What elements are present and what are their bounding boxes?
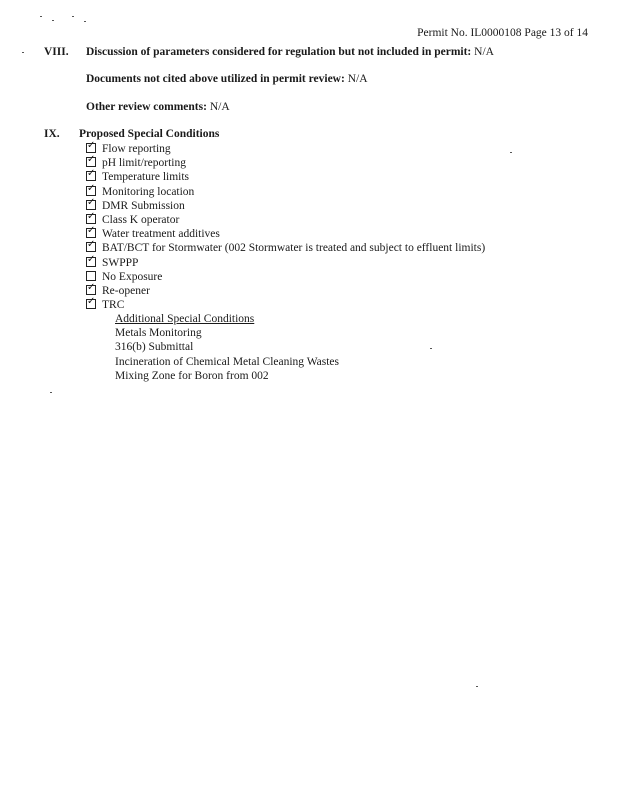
- condition-item: [86, 142, 485, 156]
- condition-item: [86, 256, 485, 270]
- other-comments-label: Other review comments:: [86, 101, 207, 113]
- condition-label: Class K operator: [102, 213, 180, 226]
- documents-value: N/A: [347, 73, 368, 85]
- condition-item: [86, 284, 485, 298]
- checked-box-icon[interactable]: [86, 143, 96, 153]
- checked-box-icon[interactable]: [86, 214, 96, 224]
- documents-label: Documents not cited above utilized in permit review:: [86, 73, 345, 85]
- condition-label: Flow reporting: [102, 143, 171, 155]
- scan-speck: [40, 16, 42, 17]
- condition-item: [86, 213, 485, 227]
- section-ix-title: Proposed Special Conditions: [79, 128, 220, 140]
- condition-label: SWPPP: [102, 256, 139, 269]
- condition-label: DMR Submission: [102, 199, 185, 212]
- section-ix-number: IX.: [44, 128, 60, 140]
- conditions-list: [86, 142, 485, 312]
- condition-label: Monitoring location: [102, 185, 195, 198]
- additional-heading: Additional Special Conditions: [115, 313, 255, 325]
- additional-conditions: [115, 312, 339, 383]
- condition-label: No Exposure: [102, 270, 163, 283]
- scan-speck: [50, 392, 52, 393]
- scan-speck: [72, 16, 74, 17]
- checked-box-icon[interactable]: [86, 200, 96, 210]
- condition-item: [86, 227, 485, 241]
- scan-speck: [52, 20, 54, 21]
- condition-label: Re-opener: [102, 284, 150, 297]
- condition-label: Temperature limits: [102, 171, 190, 184]
- condition-label: TRC: [102, 299, 125, 312]
- condition-label: pH limit/reporting: [102, 157, 187, 170]
- condition-item: [86, 199, 485, 213]
- checked-box-icon[interactable]: [86, 299, 96, 309]
- condition-item: [86, 185, 485, 199]
- condition-item: [86, 156, 485, 170]
- section-viii-title-value: N/A: [474, 46, 494, 58]
- condition-item: [86, 298, 485, 312]
- condition-item: [86, 241, 485, 255]
- additional-item: Metals Monitoring: [115, 327, 202, 340]
- section-viii-title: Discussion of parameters considered for regulation but not included in permit:: [86, 46, 472, 58]
- condition-item: [86, 270, 485, 284]
- additional-item: Incineration of Chemical Metal Cleaning Wastes: [115, 355, 340, 368]
- other-comments-line: [86, 101, 230, 113]
- section-viii-title-line: [86, 46, 494, 58]
- condition-label: Water treatment additives: [102, 228, 220, 241]
- condition-item: [86, 170, 485, 184]
- documents-line: [86, 73, 368, 85]
- checked-box-icon[interactable]: [86, 228, 96, 238]
- scan-speck: [84, 21, 86, 22]
- scan-speck: [430, 348, 432, 349]
- scan-speck: [22, 52, 24, 53]
- checked-box-icon[interactable]: [86, 157, 96, 167]
- condition-label: BAT/BCT for Stormwater (002 Stormwater is treated and subject to effluent limits): [102, 242, 486, 255]
- checked-box-icon[interactable]: [86, 257, 96, 267]
- unchecked-box-icon[interactable]: [86, 271, 96, 281]
- scan-speck: [510, 152, 512, 153]
- permit-header: Permit No. IL0000108 Page 13 of 14: [417, 27, 588, 39]
- checked-box-icon[interactable]: [86, 285, 96, 295]
- additional-item: 316(b) Submittal: [115, 341, 194, 354]
- checked-box-icon[interactable]: [86, 171, 96, 181]
- additional-item: Mixing Zone for Boron from 002: [115, 369, 269, 382]
- section-viii-number: VIII.: [44, 46, 69, 58]
- checked-box-icon[interactable]: [86, 186, 96, 196]
- checked-box-icon[interactable]: [86, 242, 96, 252]
- other-comments-value: N/A: [209, 101, 230, 113]
- scan-speck: [476, 686, 478, 687]
